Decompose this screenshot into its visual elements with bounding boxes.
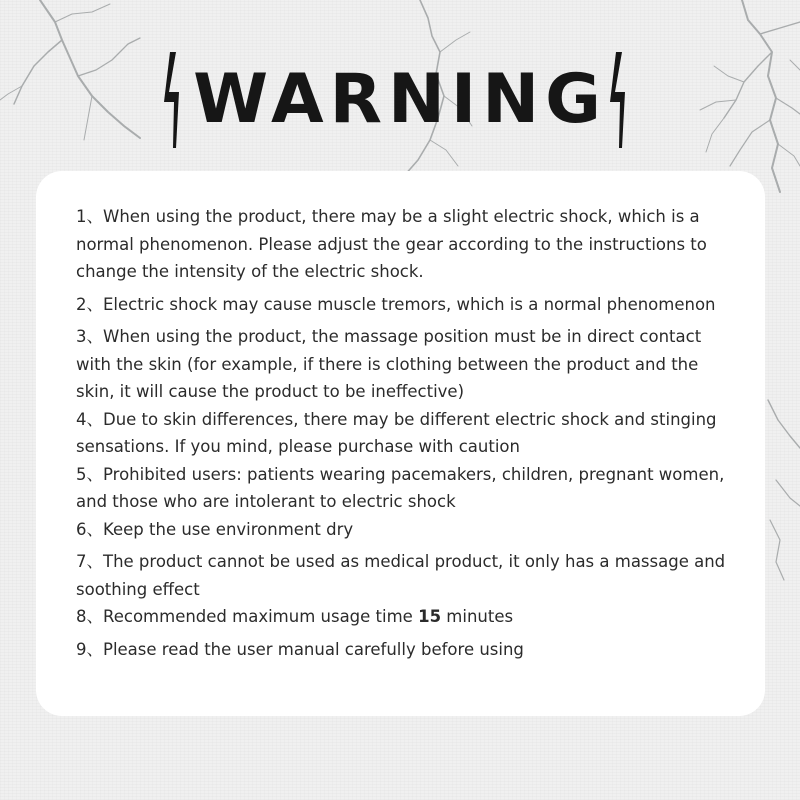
warning-item-3: [76, 323, 736, 406]
warning-text: Keep the use environment dry: [103, 519, 354, 539]
warning-text: When using the product, the massage position must be in direct contact with the skin (for example, if there is clothing between the product and the skin, it will cause the product to be ineffective): [76, 327, 702, 401]
warning-text-suffix: minutes: [441, 607, 514, 626]
warning-item-1: [76, 203, 736, 286]
warning-text: Due to skin differences, there may be different electric shock and stinging sensations. If you mind, please purchase with caution: [76, 409, 717, 456]
warning-number: 8、: [76, 607, 103, 626]
warning-number: 6、: [76, 519, 103, 539]
warning-number: 5、: [76, 464, 103, 484]
warning-item-9: [76, 636, 736, 664]
warning-text: Please read the user manual carefully before using: [103, 639, 524, 659]
warning-text: Electric shock may cause muscle tremors, which is a normal phenomenon: [103, 294, 716, 314]
warning-number: 2、: [76, 294, 103, 314]
warning-number: 7、: [76, 552, 103, 571]
warning-text: When using the product, there may be a slight electric shock, which is a normal phenomenon. Please adjust the gear according to the instructions to change the intensity of the electric shock.: [76, 207, 707, 281]
warning-text: Recommended maximum usage time: [103, 607, 419, 626]
warning-item-5: [76, 461, 736, 516]
lightning-bolt-icon: [606, 52, 632, 148]
warning-number: 4、: [76, 409, 103, 429]
warning-item-6: [76, 516, 736, 544]
warning-item-2: [76, 291, 736, 319]
page-title: WARNING: [193, 60, 607, 139]
warning-item-8: [76, 603, 736, 631]
warning-number: 3、: [76, 327, 103, 346]
warning-text: The product cannot be used as medical product, it only has a massage and soothing effect: [76, 552, 726, 599]
usage-time-value: 15: [418, 607, 442, 626]
warning-list: [76, 203, 736, 663]
warning-item-7: [76, 548, 736, 603]
warning-text: Prohibited users: patients wearing pacemakers, children, pregnant women, and those who are intolerant to electric shock: [76, 464, 725, 511]
warning-item-4: [76, 406, 736, 461]
warning-number: 9、: [76, 639, 103, 659]
warning-card: [36, 171, 765, 716]
warning-header: [0, 52, 800, 152]
warning-number: 1、: [76, 207, 103, 226]
